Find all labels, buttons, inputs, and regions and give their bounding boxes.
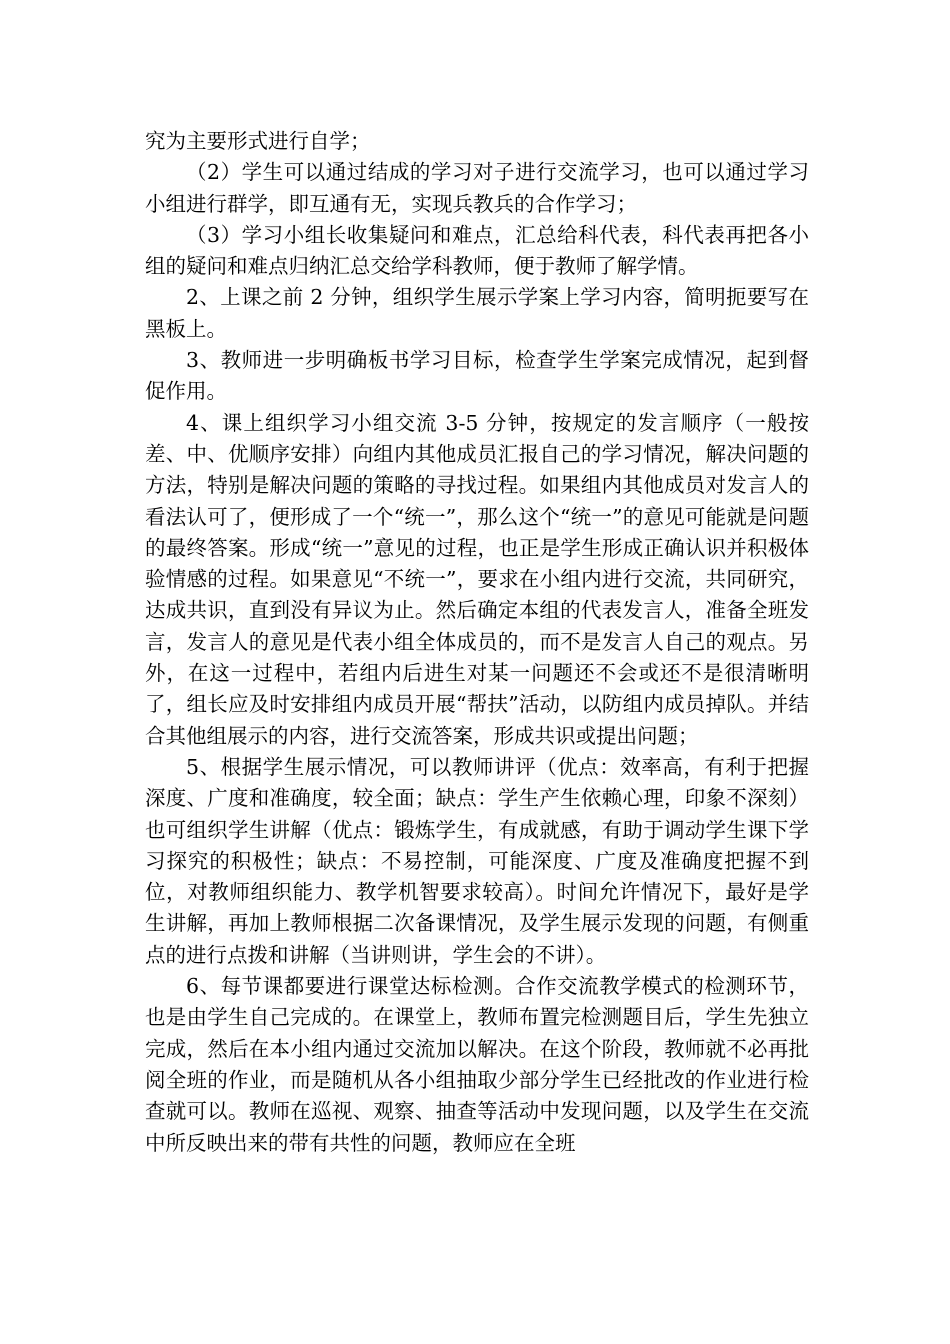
paragraph-continuation: 究为主要形式进行自学； [145, 129, 371, 153]
paragraph-item-3: （3）学习小组长收集疑问和难点，汇总给科代表，科代表再把各小组的疑问和难点归纳汇总交给学科教师，便于教师了解学情。 [145, 222, 809, 279]
paragraph-step-5: 5、根据学生展示情况，可以教师讲评（优点：效率高，有利于把握深度、广度和准确度，较全面；缺点：学生产生依赖心理，印象不深刻）也可组织学生讲解（优点：锻炼学生，有成就感，有助于调动学生课下学习探究的积极性；缺点：不易控制，可能深度、广度及准确度把握不到位，对教师组织能力、教学机智要求较高）。时间允许情况下，最好是学生讲解，再加上教师根据二次备课情况，及学生展示发现的问题，有侧重点的进行点拨和讲解（当讲则讲，学生会的不讲）。 [145, 754, 809, 967]
paragraph-step-6: 6、每节课都要进行课堂达标检测。合作交流教学模式的检测环节，也是由学生自己完成的。在课堂上，教师布置完检测题目后，学生先独立完成，然后在本小组内通过交流加以解决。在这个阶段，教师就不必再批阅全班的作业，而是随机从各小组抽取少部分学生已经批改的作业进行检查就可以。教师在巡视、观察、抽查等活动中发现问题，以及学生在交流中所反映出来的带有共性的问题，教师应在全班 [145, 974, 809, 1155]
paragraph-item-2: （2）学生可以通过结成的学习对子进行交流学习，也可以通过学习小组进行群学，即互通有无，实现兵教兵的合作学习； [145, 160, 809, 216]
paragraph-step-3: 3、教师进一步明确板书学习目标，检查学生学案完成情况，起到督促作用。 [145, 348, 809, 404]
paragraph-step-4: 4、课上组织学习小组交流 3-5 分钟，按规定的发言顺序（一般按差、中、优顺序安排）向组内其他成员汇报自己的学习情况，解决问题的方法，特别是解决问题的策略的寻找过程。如果组内其他成员对发言人的看法认可了，便形成了一个“统一”，那么这个“统一”的意见可能就是问题的最终答案。形成“统一”意见的过程，也正是学生形成正确认识并积极体验情感的过程。如果意见“不统一”，要求在小组内进行交流，共同研究，达成共识，直到没有异议为止。然后确定本组的代表发言人，准备全班发言，发言人的意见是代表小组全体成员的，而不是发言人自己的观点。另外，在这一过程中，若组内后进生对某一问题还不会或还不是很清晰明了，组长应及时安排组内成员开展“帮扶”活动，以防组内成员掉队。并结合其他组展示的内容，进行交流答案，形成共识或提出问题； [145, 410, 809, 748]
paragraph-step-2: 2、上课之前 2 分钟，组织学生展示学案上学习内容，简明扼要写在黑板上。 [145, 285, 809, 341]
document-body [145, 126, 809, 1159]
